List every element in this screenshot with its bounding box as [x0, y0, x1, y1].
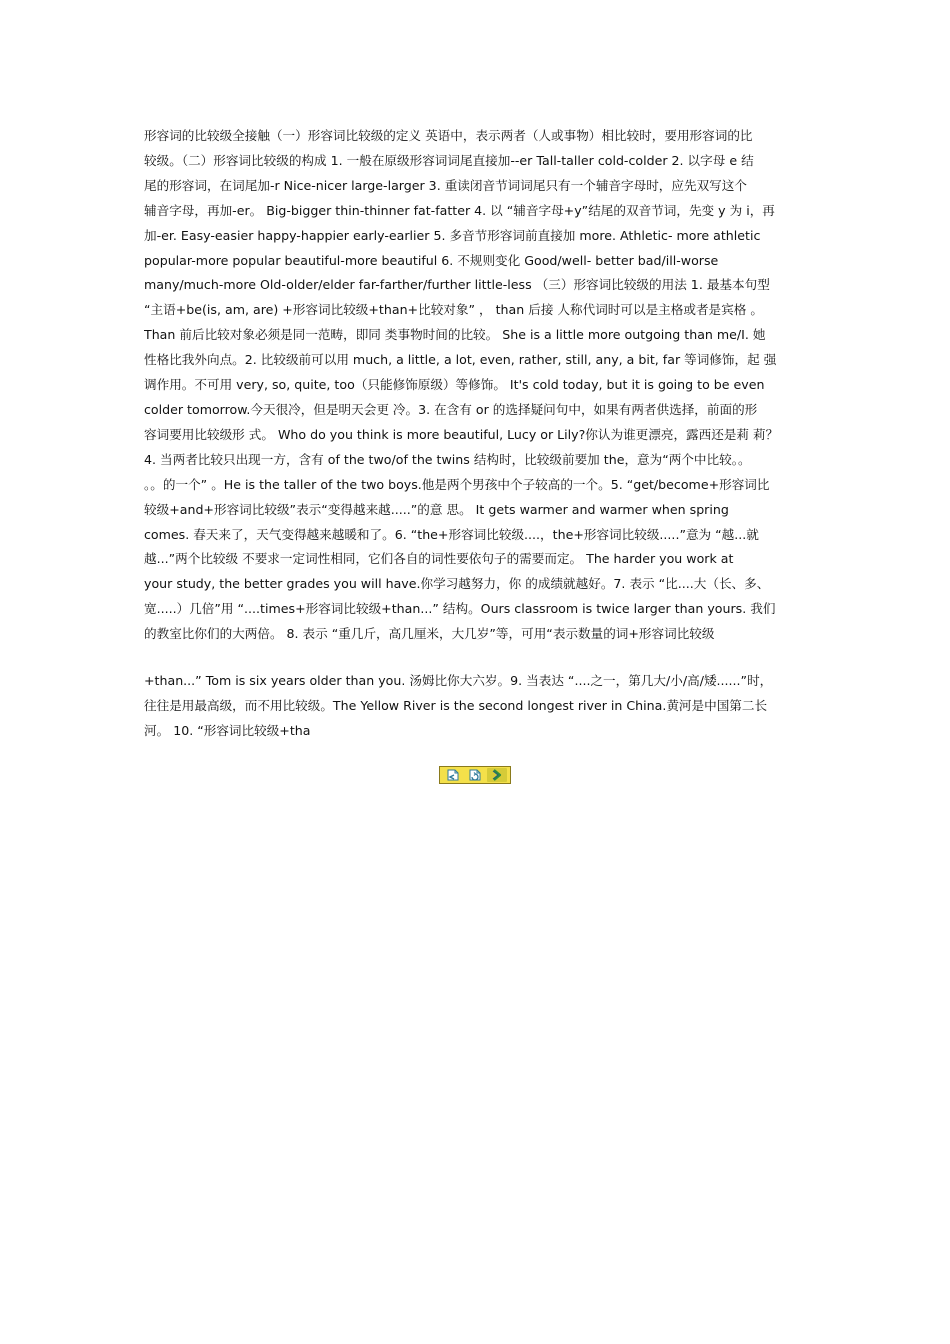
refresh-page-button[interactable]: [465, 768, 485, 782]
text-line: Than 前后比较对象必须是同一范畴，即同 类事物时间的比较。 She is a little more outgoing than me/I. 她: [144, 327, 766, 343]
text-line: 加-er. Easy-easier happy-happier early-earlier 5. 多音节形容词前直接加 more. Athletic- more athletic: [144, 227, 761, 243]
text-line: 4. 当两者比较只出现一方，含有 of the two/of the twins 结构时，比较级前要加 the，意为“两个中比较。。: [144, 451, 751, 467]
text-line: comes. 春天来了，天气变得越来越暖和了。6. “the+形容词比较级....，the+形容词比较级.....”意为 “越...就: [144, 526, 759, 542]
text-line: 尾的形容词，在词尾加-r Nice-nicer large-larger 3. 重读闭音节词词尾只有一个辅音字母时，应先双写这个: [144, 177, 747, 193]
paragraph-comparatives-continued: [144, 669, 812, 744]
text-line: “主语+be(is, am, are) +形容词比较级+than+比较对象” ， than 后接 人称代词时可以是主格或者是宾格 。: [144, 302, 763, 318]
text-line: 河。 10. “形容词比较级+tha: [144, 722, 311, 738]
next-page-button[interactable]: [487, 768, 507, 782]
text-line: +than...” Tom is six years older than you. 汤姆比你大六岁。9. 当表达 “....之一，第几大/小/高/矮......”时，: [144, 673, 773, 688]
text-line: 较级+and+形容词比较级”表示“变得越来越.....”的意 思。 It gets warmer and warmer when spring: [144, 501, 729, 517]
text-line: 形容词的比较级全接触（一）形容词比较级的定义 英语中，表示两者（人或事物）相比较时，要用形容词的比: [144, 128, 753, 143]
page-prev-icon: [445, 768, 461, 782]
text-line: 调作用。不可用 very, so, quite, too（只能修饰原级）等修饰。 It's cold today, but it is going to be even: [144, 377, 765, 393]
text-line: many/much-more Old-older/elder far-farther/further little-less （三）形容词比较级的用法 1. 最基本句型: [144, 277, 770, 293]
text-line: 。。的一个” 。He is the taller of the two boys.他是两个男孩中个子较高的一个。5. “get/become+形容词比: [144, 476, 770, 492]
text-line: 往往是用最高级，而不用比较级。The Yellow River is the second longest river in China.黄河是中国第二长: [144, 697, 768, 713]
page-next-icon: [489, 768, 505, 782]
text-line: colder tomorrow.今天很冷，但是明天会更 冷。3. 在含有 or 的选择疑问句中，如果有两者供选择，前面的形: [144, 401, 758, 417]
text-line: popular-more popular beautiful-more beautiful 6. 不规则变化 Good/well- better bad/ill-worse: [144, 252, 719, 268]
page-refresh-icon: [467, 768, 483, 782]
text-line: 容词要用比较级形 式。 Who do you think is more beautiful, Lucy or Lily?你认为谁更漂亮，露西还是莉 莉？: [144, 426, 779, 442]
text-line: 较级。（二）形容词比较级的构成 1. 一般在原级形容词词尾直接加--er Tall-taller cold-colder 2. 以字母 e 结: [144, 152, 754, 168]
text-line: 越...”两个比较级 不要求一定词性相同，它们各自的词性要依句子的需要而定。 The harder you work at: [144, 551, 734, 567]
text-line: 的教室比你们的大两倍。 8. 表示 “重几斤，高几厘米，大几岁”等，可用“表示数量的词+形容词比较级: [144, 626, 715, 642]
text-line: 辅音字母，再加-er。 Big-bigger thin-thinner fat-fatter 4. 以 “辅音字母+y”结尾的双音节词，先变 y 为 i，再: [144, 202, 775, 218]
page-navigation-toolbar: [439, 766, 511, 784]
text-line: 性格比我外向点。2. 比较级前可以用 much, a little, a lot, even, rather, still, any, a bit, far 等词修饰，起 强: [144, 352, 777, 368]
text-line: your study, the better grades you will have.你学习越努力，你 的成绩就越好。7. 表示 “比....大（长、多、: [144, 576, 770, 592]
paragraph-comparatives-intro: [144, 124, 812, 647]
previous-page-button[interactable]: [443, 768, 463, 782]
text-line: 宽.....）几倍”用 “....times+形容词比较级+than...” 结构。Ours classroom is twice larger than yours. 我们: [144, 601, 776, 617]
